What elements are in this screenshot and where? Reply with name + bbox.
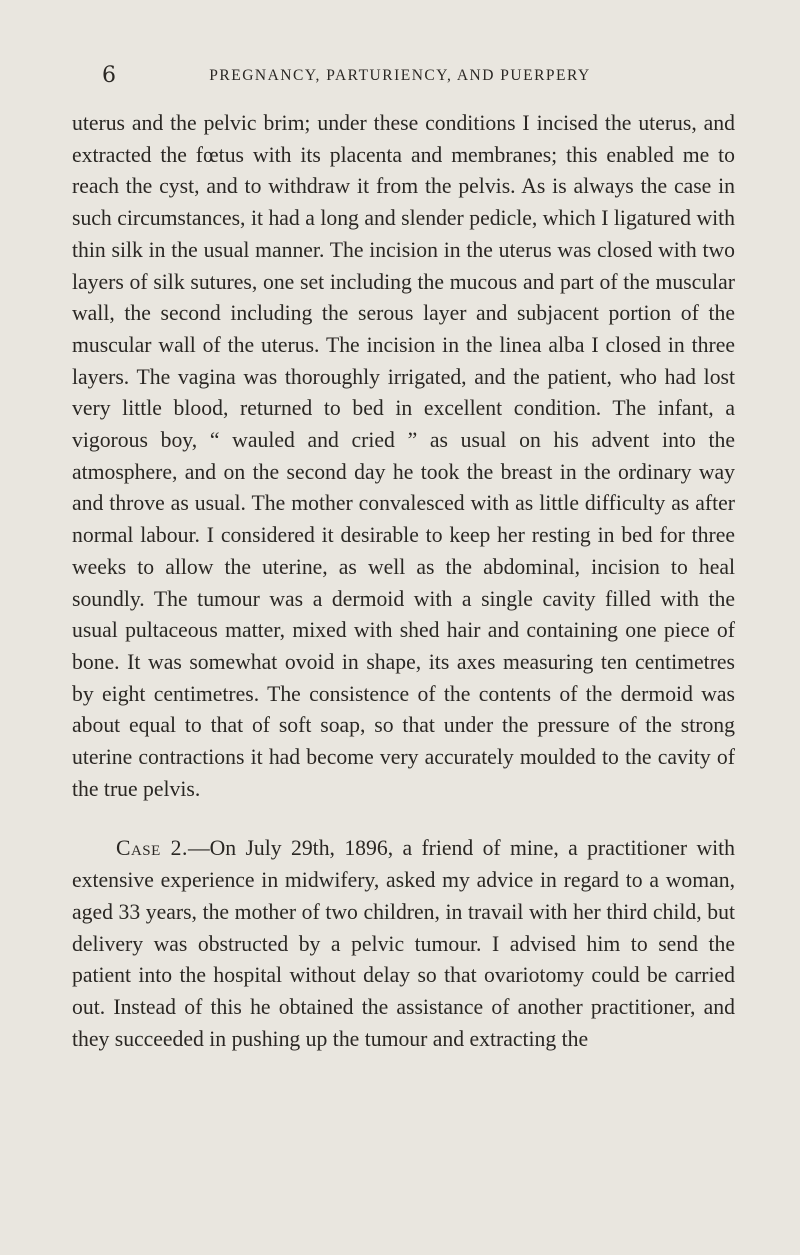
paragraph-case-2 <box>72 833 735 1055</box>
paragraph-text: —On July 29th, 1896, a friend of mine, a practitioner with extensive experience in midwifery, asked my advice in regard to a woman, aged 33 years, the mother of two children, in travail with her third child, but delivery was obstructed by a pelvic tumour. I advised him to send the patient into the hospital without delay so that ovariotomy could be carried out. Instead of this he obtained the assistance of another practitioner, and they succeeded in pushing up the tumour and extracting the <box>72 836 735 1051</box>
page-number: 6 <box>102 63 116 88</box>
case-label: Case 2. <box>116 836 188 861</box>
paragraph-continuation <box>72 108 735 805</box>
page-header <box>0 62 800 90</box>
paragraph-text: uterus and the pelvic brim; under these conditions I incised the uterus, and extracted the fœtus with its placenta and membranes; this enabled me to reach the cyst, and to withdraw it from the pelvis. As is always the case in such circumstances, it had a long and slender pedicle, which I ligatured with thin silk in the usual manner. The incision in the uterus was closed with two layers of silk sutures, one set including the mucous and part of the muscular wall, the second including the serous layer and subjacent portion of the muscular wall of the uterus. The incision in the linea alba I closed in three layers. The vagina was thoroughly irrigated, and the patient, who had lost very little blood, returned to bed in excellent condition. The infant, a vigorous boy, “ wauled and cried ” as usual on his advent into the atmosphere, and on the second day he took the breast in the ordinary way and throve as usual. The mother convalesced with as little difficulty as after normal labour. I considered it desirable to keep her resting in bed for three weeks to allow the uterine, as well as the abdominal, incision to heal soundly. The tumour was a dermoid with a single cavity filled with the usual pultaceous matter, mixed with shed hair and containing one piece of bone. It was somewhat ovoid in shape, its axes measuring ten centimetres by eight centimetres. The consistence of the contents of the dermoid was about equal to that of soft soap, so that under the pressure of the strong uterine contractions it had become very accurately moulded to the cavity of the true pelvis. <box>72 111 735 801</box>
body-text <box>72 108 735 1055</box>
running-title: PREGNANCY, PARTURIENCY, AND PUERPERY <box>209 67 591 84</box>
